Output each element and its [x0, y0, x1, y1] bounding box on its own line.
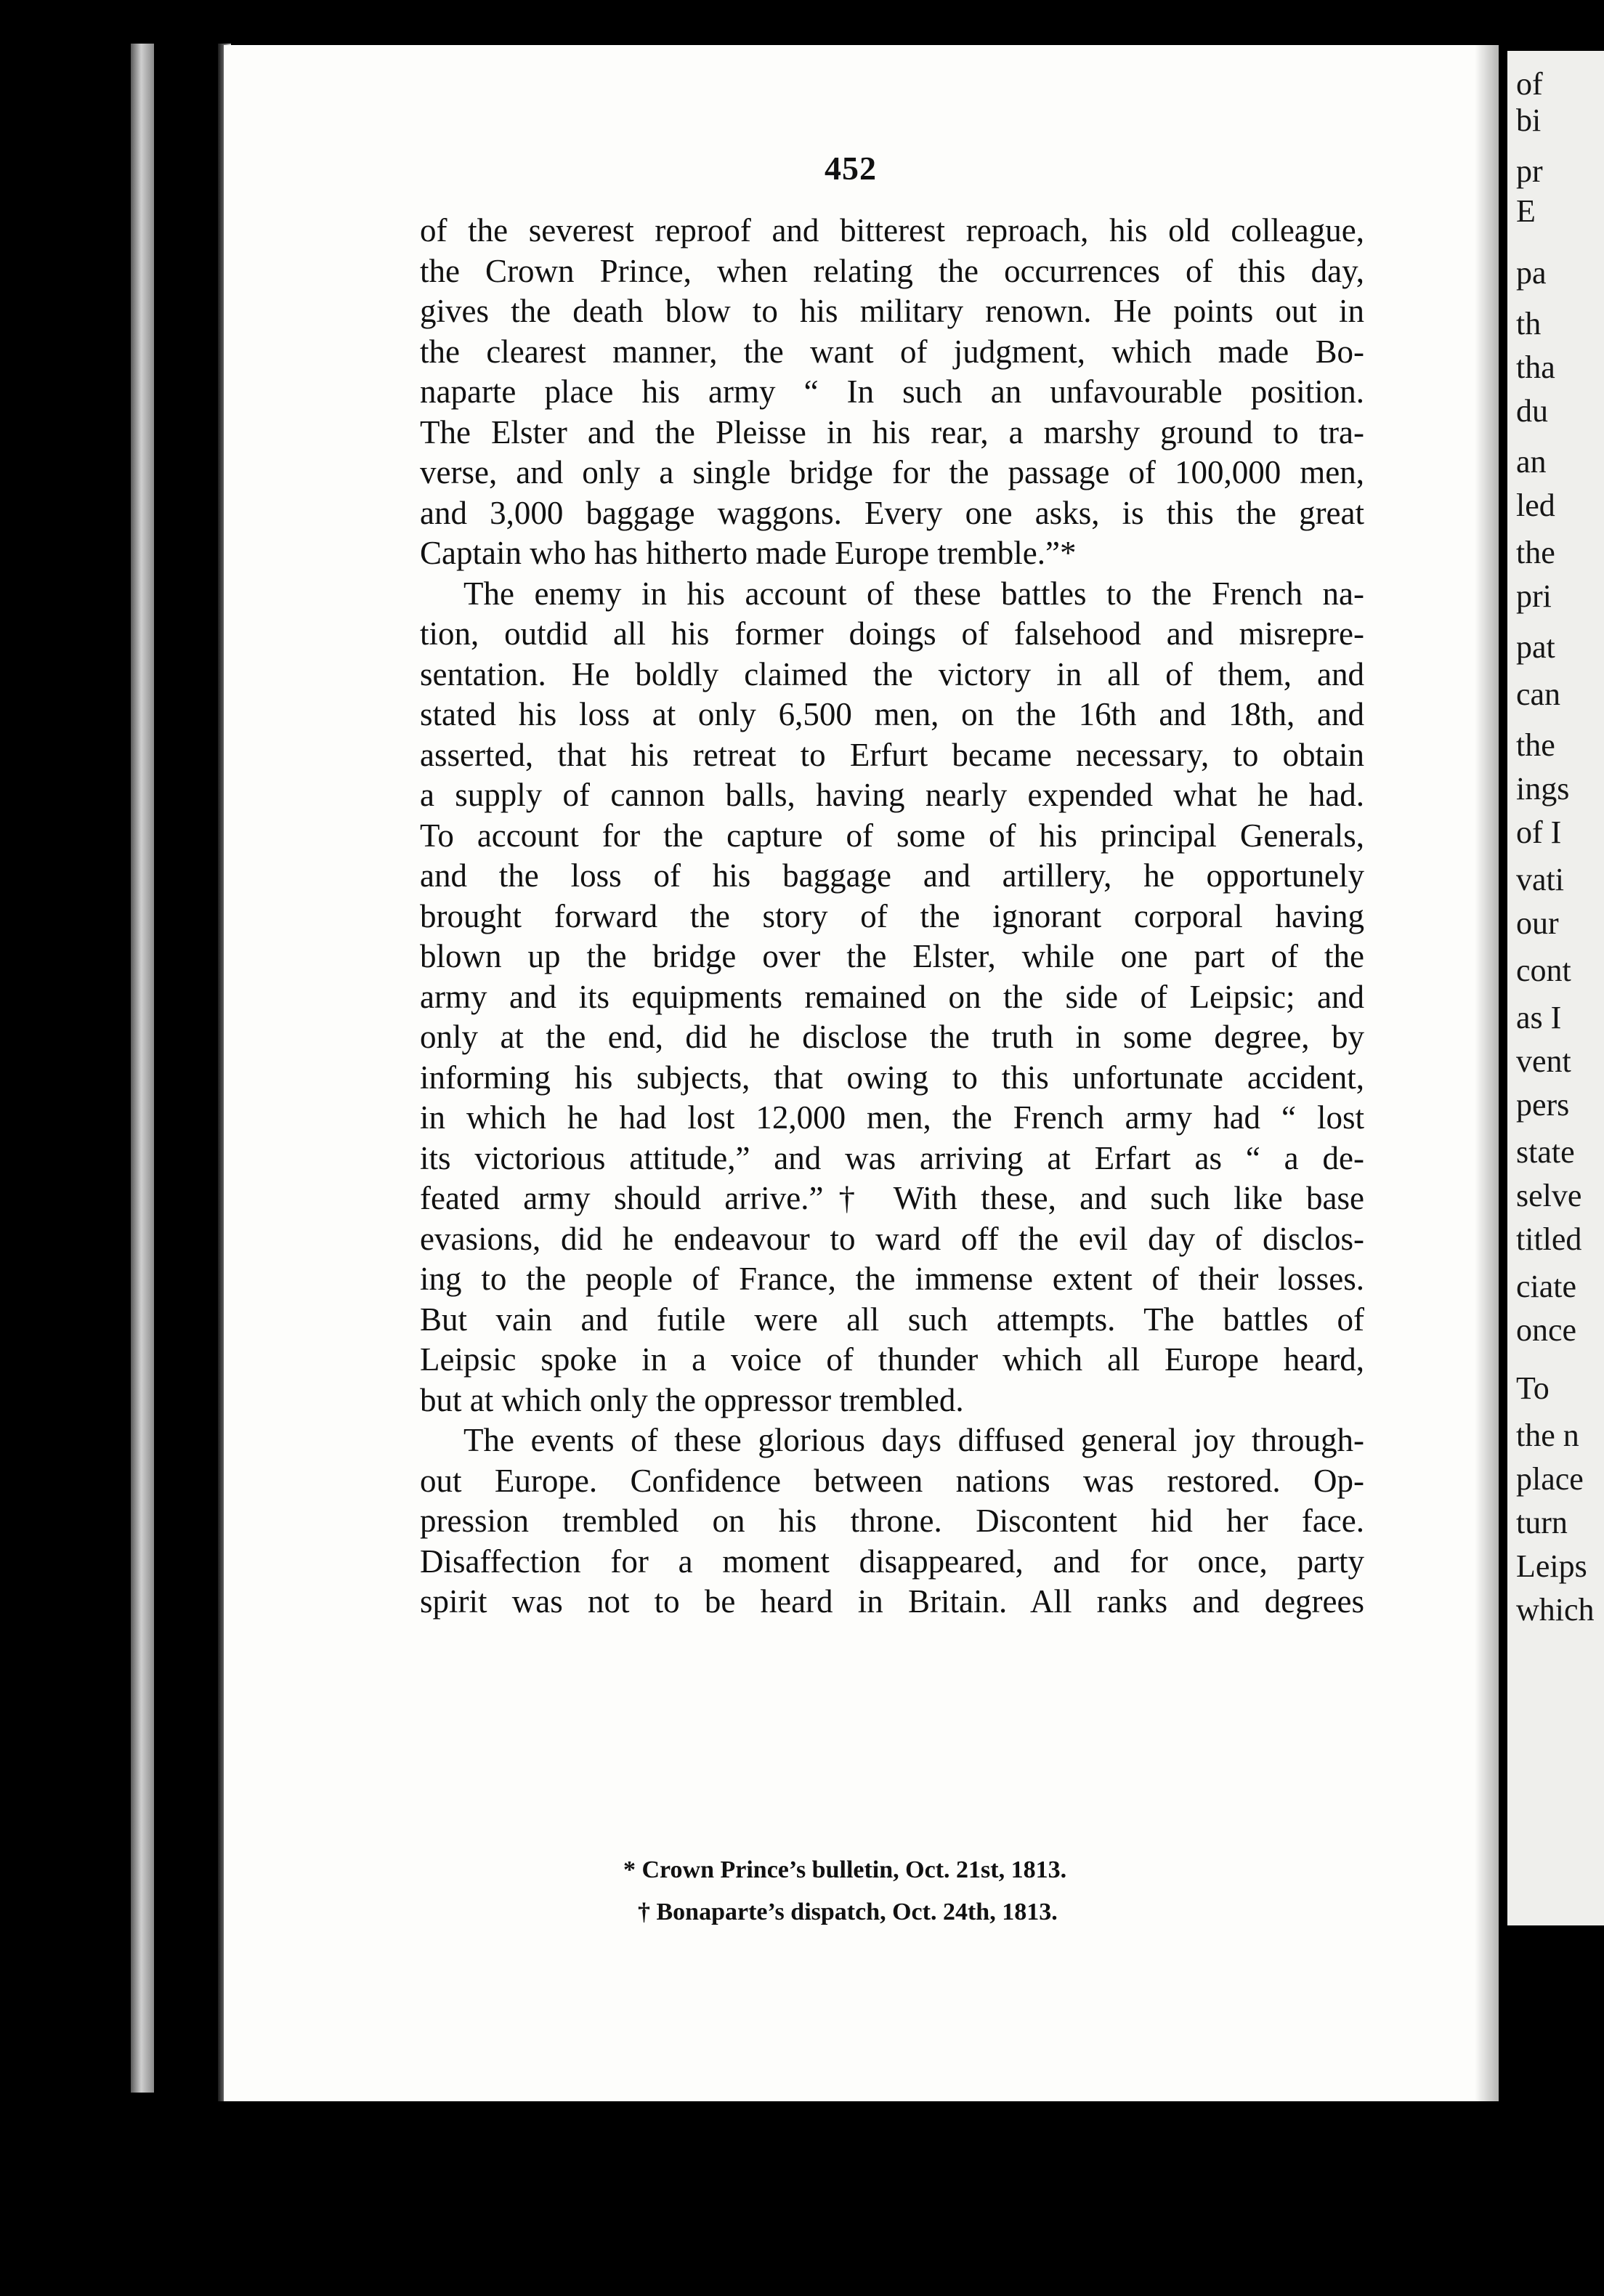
adjacent-page-fragment: cont — [1516, 953, 1571, 988]
text-line: stated his loss at only 6,500 men, on the 16th and 18th, and — [420, 696, 1364, 732]
adjacent-page-fragment: ings — [1516, 771, 1570, 807]
adjacent-page-fragment: vati — [1516, 862, 1564, 897]
text-line: only at the end, did he disclose the truth in some degree, by — [420, 1019, 1364, 1055]
adjacent-page-fragment: turn — [1516, 1505, 1568, 1540]
text-line: but at which only the oppressor trembled. — [420, 1381, 964, 1418]
text-line: its victorious attitude,” and was arriving at Erfart as “ a de- — [420, 1139, 1364, 1176]
text-line: asserted, that his retreat to Erfurt became necessary, to obtain — [420, 736, 1364, 773]
text-line: sentation. He boldly claimed the victory in all of them, and — [420, 655, 1364, 692]
adjacent-page-fragment: of I — [1516, 814, 1562, 850]
page-number: 452 — [825, 150, 877, 187]
text-line: evasions, did he endeavour to ward off the evil day of disclos- — [420, 1220, 1364, 1257]
adjacent-page-fragment: selve — [1516, 1178, 1582, 1213]
adjacent-page-fragment: as I — [1516, 1000, 1562, 1035]
text-line: and the loss of his baggage and artillery, he opportunely — [420, 857, 1364, 894]
text-line: in which he had lost 12,000 men, the French army had “ lost — [420, 1099, 1364, 1136]
adjacent-page-fragment: of — [1516, 66, 1543, 102]
text-line: the clearest manner, the want of judgment, which made Bo- — [420, 333, 1364, 370]
adjacent-page-fragment: state — [1516, 1134, 1575, 1170]
text-line: But vain and futile were all such attempts. The battles of — [420, 1301, 1364, 1338]
adjacent-page-fragment: pers — [1516, 1087, 1570, 1123]
text-line: the Crown Prince, when relating the occurrences of this day, — [420, 252, 1364, 289]
adjacent-page-fragment: titled — [1516, 1221, 1582, 1257]
text-line: The Elster and the Pleisse in his rear, a marshy ground to tra- — [420, 413, 1364, 450]
text-line: pression trembled on his throne. Discontent hid her face. — [420, 1503, 1364, 1539]
text-line: out Europe. Confidence between nations was restored. Op- — [420, 1462, 1364, 1499]
adjacent-page-fragment: our — [1516, 905, 1559, 941]
text-line: spirit was not to be heard in Britain. All ranks and degrees — [420, 1583, 1364, 1620]
text-line: ing to the people of France, the immense extent of their losses. — [420, 1261, 1364, 1297]
adjacent-page-fragment: ciate — [1516, 1269, 1577, 1304]
text-line: Disaffection for a moment disappeared, and for once, party — [420, 1543, 1364, 1580]
text-line: a supply of cannon balls, having nearly expended what he had. — [420, 777, 1364, 813]
text-line: verse, and only a single bridge for the passage of 100,000 men, — [420, 454, 1364, 490]
text-line: brought forward the story of the ignorant corporal having — [420, 897, 1364, 934]
adjacent-page-fragment: can — [1516, 676, 1561, 712]
adjacent-page-fragment: pri — [1516, 578, 1552, 614]
text-line: army and its equipments remained on the side of Leipsic; and — [420, 978, 1364, 1015]
adjacent-page-fragment: bi — [1516, 102, 1542, 138]
adjacent-page-fragment: th — [1516, 306, 1542, 341]
text-line: Leipsic spoke in a voice of thunder which all Europe heard, — [420, 1341, 1364, 1378]
adjacent-page-fragment: pr — [1516, 153, 1543, 189]
text-line: informing his subjects, that owing to this unfortunate accident, — [420, 1059, 1364, 1096]
adjacent-page-fragment: To — [1516, 1370, 1550, 1406]
adjacent-page-fragment: which — [1516, 1592, 1595, 1628]
text-line: feated army should arrive.”† With these, and such like base — [420, 1180, 1364, 1216]
body-text — [420, 211, 1364, 1622]
adjacent-page-fragment: once — [1516, 1312, 1577, 1348]
footnote-crown-prince: * Crown Prince’s bulletin, Oct. 21st, 1813. — [623, 1856, 1067, 1883]
adjacent-page-fragment: the n — [1516, 1418, 1579, 1453]
text-line: blown up the bridge over the Elster, while one part of the — [420, 938, 1364, 974]
adjacent-page-fragment: pa — [1516, 255, 1547, 291]
text-line: of the severest reproof and bitterest reproach, his old colleague, — [420, 212, 1364, 248]
adjacent-page-fragment: place — [1516, 1461, 1584, 1497]
adjacent-page-fragment: vent — [1516, 1043, 1571, 1079]
adjacent-page-fragment: the — [1516, 727, 1555, 763]
text-line: The enemy in his account of these battles to the French na- — [463, 575, 1364, 612]
text-line: and 3,000 baggage waggons. Every one asks, is this the great — [420, 494, 1364, 531]
text-line: gives the death blow to his military renown. He points out in — [420, 293, 1364, 329]
adjacent-page-fragment: du — [1516, 393, 1548, 429]
adjacent-page-fragment: pat — [1516, 629, 1555, 665]
adjacent-page-fragment: an — [1516, 444, 1547, 480]
adjacent-page — [1507, 51, 1604, 1925]
text-line: To account for the capture of some of his principal Generals, — [420, 817, 1364, 854]
text-line: Captain who has hitherto made Europe tremble.”* — [420, 535, 1077, 571]
text-line: The events of these glorious days diffused general joy through- — [463, 1422, 1364, 1458]
footnote-bonaparte: † Bonaparte’s dispatch, Oct. 24th, 1813. — [638, 1899, 1058, 1925]
footnotes — [420, 1849, 1364, 1933]
adjacent-page-fragment: tha — [1516, 349, 1555, 385]
fold-shadow — [1475, 45, 1504, 2101]
adjacent-page-fragment: led — [1516, 488, 1555, 523]
text-line: tion, outdid all his former doings of falsehood and misrepre- — [420, 615, 1364, 652]
text-line: naparte place his army “ In such an unfavourable position. — [420, 373, 1364, 410]
book-edge — [131, 44, 154, 2093]
adjacent-page-fragment: the — [1516, 535, 1555, 570]
adjacent-page-fragment: E — [1516, 193, 1536, 229]
adjacent-page-fragment: Leips — [1516, 1548, 1587, 1584]
